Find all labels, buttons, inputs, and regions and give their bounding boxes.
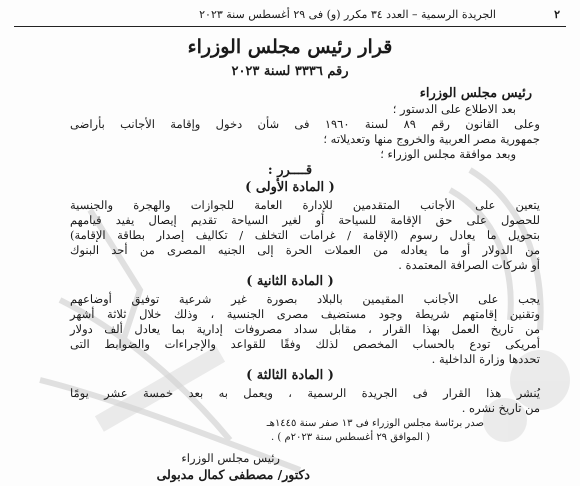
preamble-line: جمهورية مصر العربية والخروج منها وتعديلاته ؛ [323,132,540,146]
article-line: يتعين على الأجانب المتقدمين للإدارة العامة للجوازات والهجرة والجنسية [70,198,540,212]
gazette-issue-line: الجريدة الرسمية – العدد ٣٤ مكرر (و) فى ٢٩ أغسطس سنة ٢٠٢٣ [199,8,496,21]
header-rule [14,26,566,27]
decree-number: رقم ٣٣٣٦ لسنة ٢٠٢٣ [231,64,349,79]
article-line: من الدولار أو ما يعادله من العملات الحرة إلى الجنيه المصرى من أحد البنوك [70,243,540,257]
decides-heading: قــــرر : [267,163,313,178]
page-number: ٢ [554,8,560,21]
article-line: من تاريخ العمل بهذا القرار ، مقابل سداد مصروفات إدارية بما يعادل ألف دولار [70,322,540,336]
signature-name: دكتور/ مصطفى كمال مدبولى [156,467,310,482]
issuance-date-gregorian: ( الموافق ٢٩ أغسطس سنة ٢٠٢٣م ) . [271,432,430,443]
article-line: يجب على الأجانب المقيمين بالبلاد بصورة غير شرعية توفيق أوضاعهم [70,292,540,306]
article-line: يُنشر هذا القرار فى الجريدة الرسمية ، ويعمل به بعد خمسة عشر يومًا [70,386,540,400]
article-line: أمريكى تودع بالحساب المخصص لذلك وفقًا للقواعد والإجراءات والضوابط التى [70,337,540,351]
article-heading: ( المادة الثالثة ) [246,368,334,383]
decree-title: قرار رئيس مجلس الوزراء [187,36,393,58]
preamble-line: بعد الاطلاع على الدستور ؛ [392,102,516,116]
article-line: للحصول على حق الإقامة للسياحة أو لغير السياحة تقديم إيصال يفيد قيامهم [70,213,540,227]
article-heading: ( المادة الثانية ) [246,274,334,289]
issuer-heading: رئيس مجلس الوزراء [419,86,532,101]
article-line: وتقنين إقامتهم شريطة وجود مستضيف مصرى الجنسية ، وذلك خلال ثلاثة أشهر [70,307,540,321]
article-heading: ( المادة الأولى ) [245,180,335,195]
article-line: تحددها وزارة الداخلية . [431,352,540,366]
signature-role: رئيس مجلس الوزراء [181,451,280,465]
preamble-line: وبعد موافقة مجلس الوزراء ؛ [380,147,516,161]
article-line: بتحويل ما يعادل رسوم (الإقامة / غرامات التخلف / تكاليف إصدار بطاقة الإقامة) [70,228,540,242]
article-line: من تاريخ نشره . [461,401,540,415]
issuance-date-hijri: صدر برئاسة مجلس الوزراء فى ١٣ صفر سنة ١٤٤٥هـ [266,418,484,429]
running-header [14,8,566,24]
preamble-line: وعلى القانون رقم ٨٩ لسنة ١٩٦٠ فى شأن دخول وإقامة الأجانب بأراضى [70,117,540,131]
article-line: أو شركات الصرافة المعتمدة . [398,258,540,272]
